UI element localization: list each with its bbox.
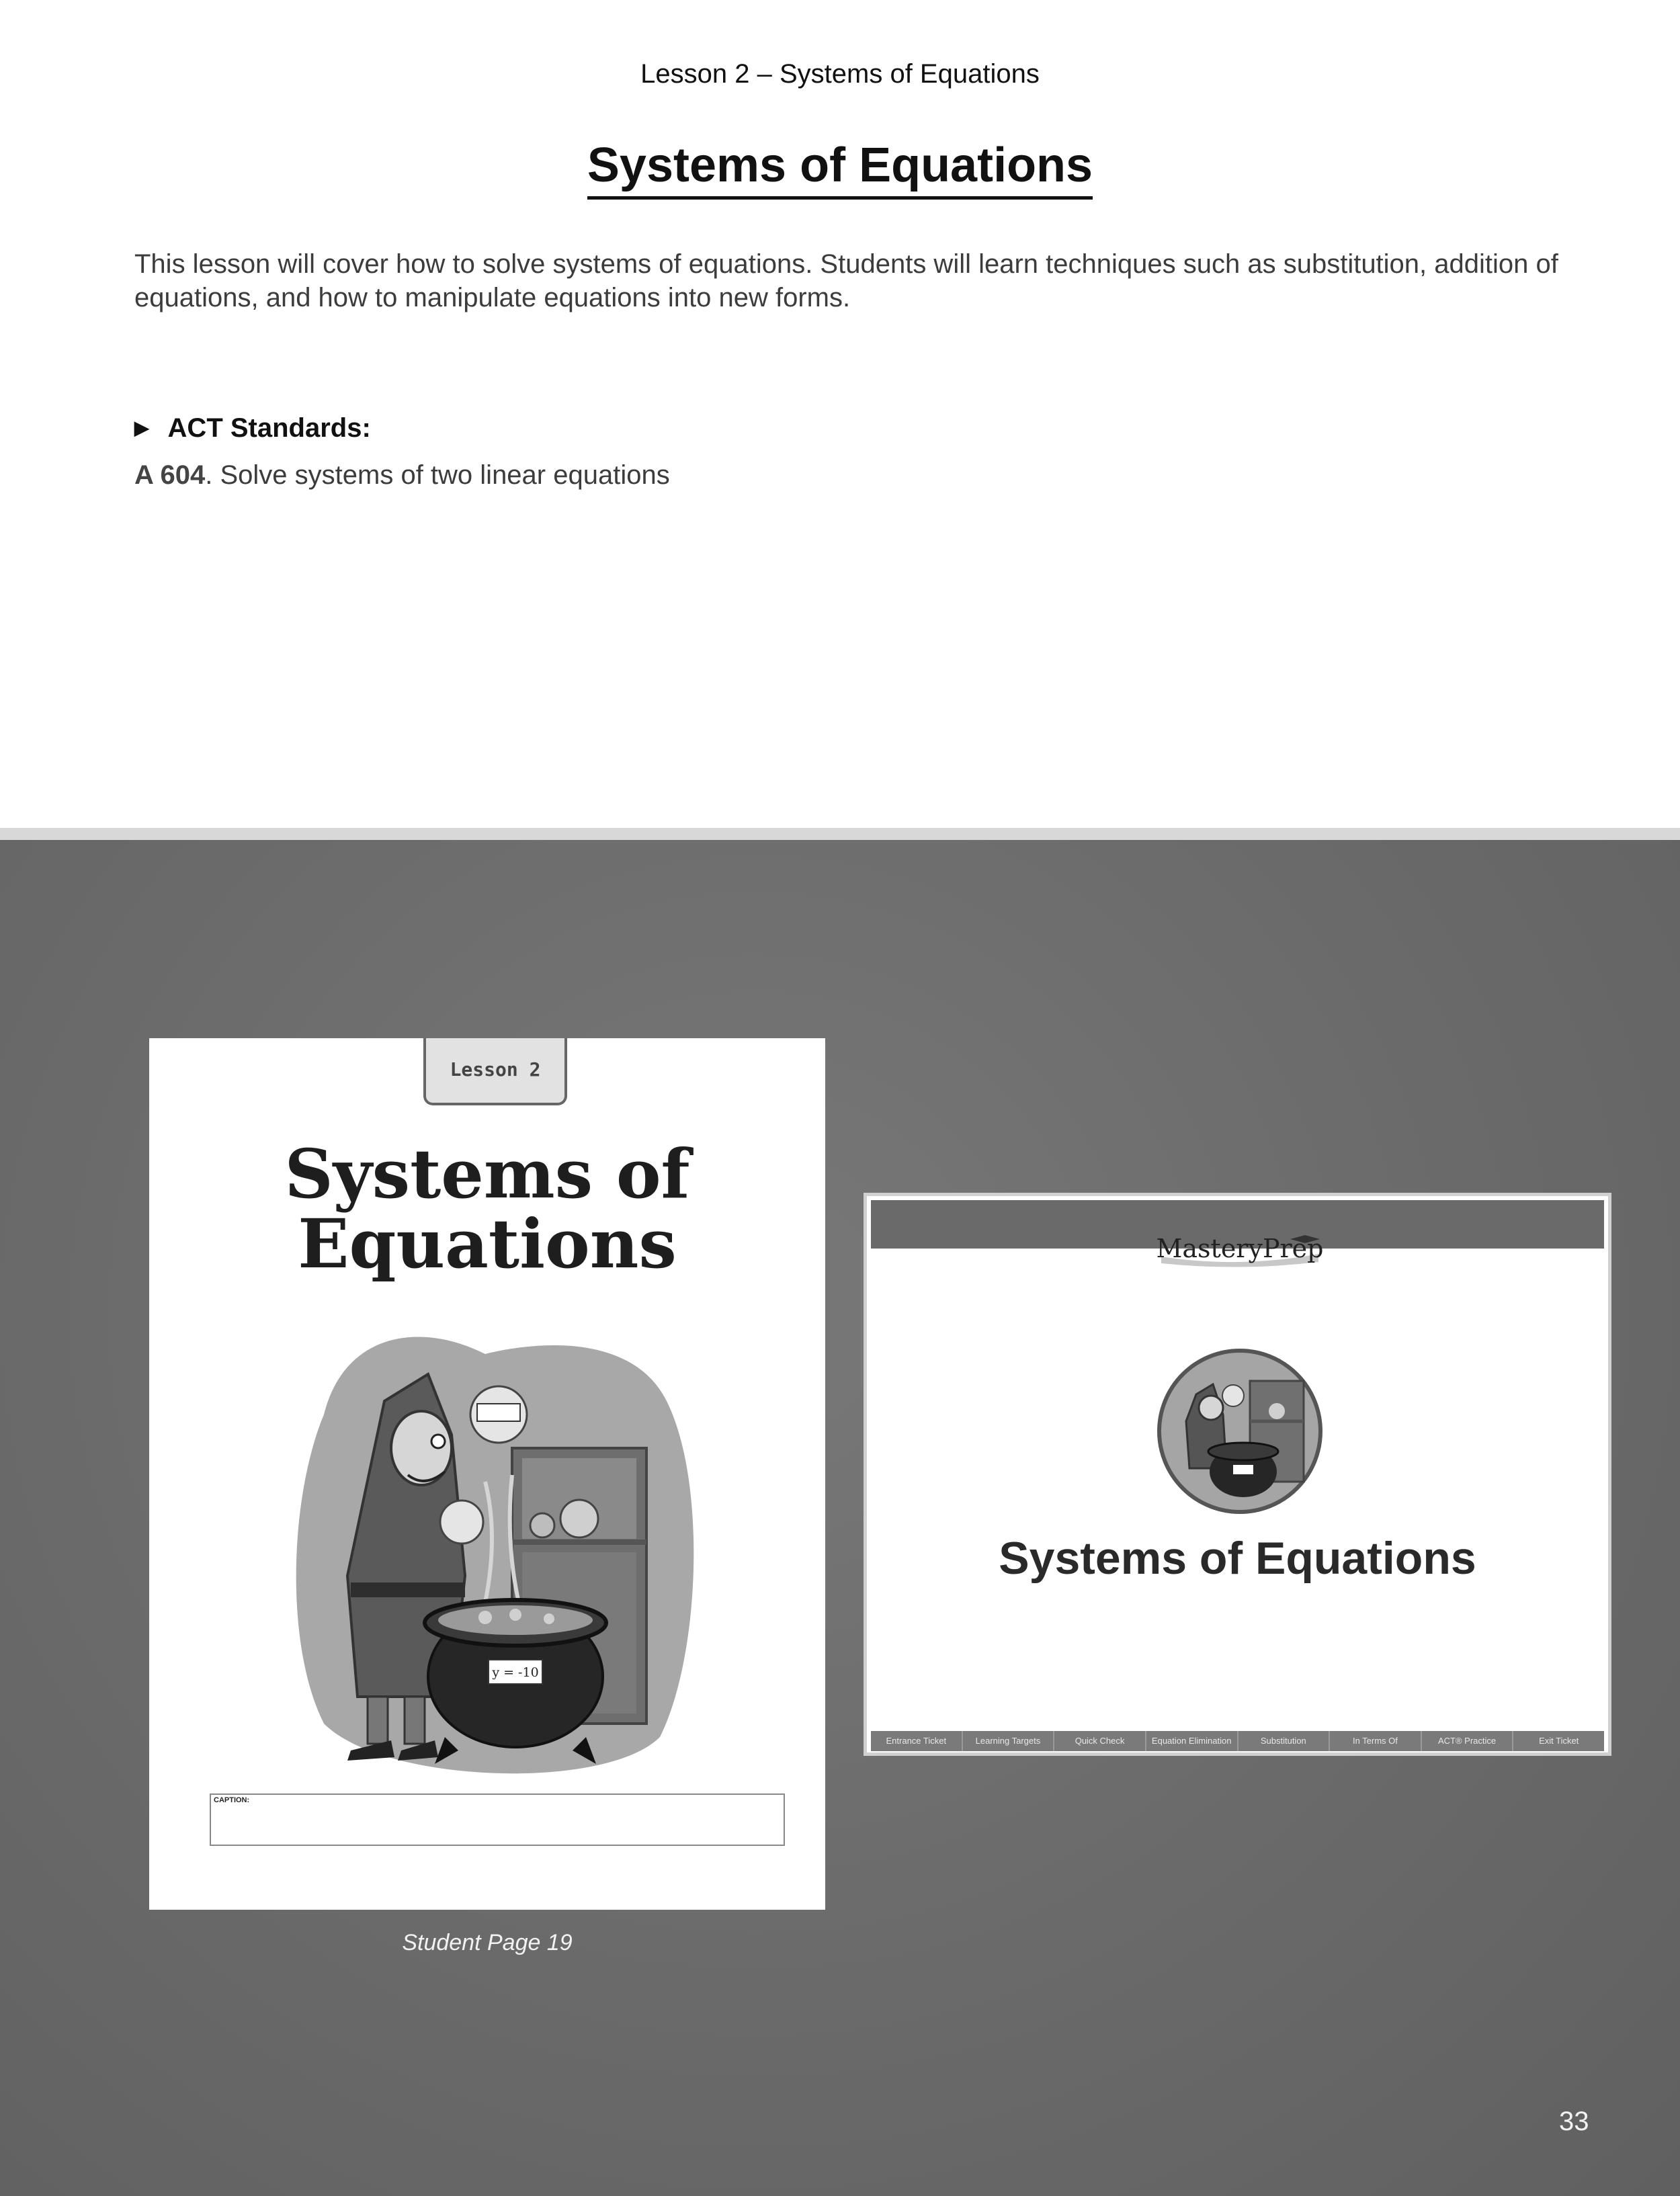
nav-item-learning-targets: Learning Targets — [963, 1731, 1055, 1751]
standards-heading — [134, 413, 371, 444]
nav-item-exit-ticket: Exit Ticket — [1539, 1736, 1579, 1746]
witch-medallion-icon — [1156, 1347, 1324, 1515]
slide-thumbnail — [864, 1193, 1611, 1756]
page-number: 33 — [1559, 2107, 1589, 2136]
intro-paragraph: This lesson will cover how to solve systems of equations. Students will learn techniques such as substitution, addition of equations, and how to manipulate equations into new forms. — [134, 249, 1558, 312]
student-page-title-line2: Equations — [298, 1204, 677, 1283]
running-head: Lesson 2 – Systems of Equations — [640, 59, 1040, 89]
standard-code: A 604 — [134, 460, 206, 490]
student-page-caption: Student Page 19 — [402, 1930, 573, 1955]
caption-box — [210, 1793, 785, 1846]
nav-item-equation-elimination: Equation Elimination — [1146, 1731, 1238, 1751]
masteryprep-logo — [1156, 1230, 1324, 1267]
standard-text: . Solve systems of two linear equations — [205, 460, 670, 490]
lesson-tab: Lesson 2 — [423, 1038, 567, 1105]
slide-title: Systems of Equations — [999, 1533, 1476, 1584]
nav-item-substitution: Substitution — [1238, 1731, 1331, 1751]
page-title-text: Systems of Equations — [587, 138, 1093, 200]
caption-label: CAPTION: — [214, 1796, 250, 1804]
standards-heading-text: ACT Standards: — [167, 413, 371, 443]
logo-text: MasteryPrep — [1156, 1234, 1324, 1263]
witch-cauldron-illustration — [284, 1320, 700, 1777]
standard-item — [134, 460, 670, 491]
triangle-bullet-icon: ▶ — [134, 417, 149, 438]
page-title — [0, 138, 1680, 193]
nav-item-in-terms-of: In Terms Of — [1330, 1731, 1422, 1751]
nav-item-act-practice: ACT® Practice — [1422, 1731, 1514, 1751]
cauldron-label: y = -10 — [492, 1665, 539, 1680]
nav-item-entrance-ticket: Entrance Ticket — [871, 1731, 963, 1751]
slide-nav-bar — [871, 1731, 1604, 1751]
student-page-title — [149, 1134, 825, 1283]
student-page-thumbnail — [149, 1038, 825, 1910]
student-page-title-line1: Systems of — [284, 1134, 690, 1214]
nav-item-quick-check: Quick Check — [1054, 1731, 1146, 1751]
